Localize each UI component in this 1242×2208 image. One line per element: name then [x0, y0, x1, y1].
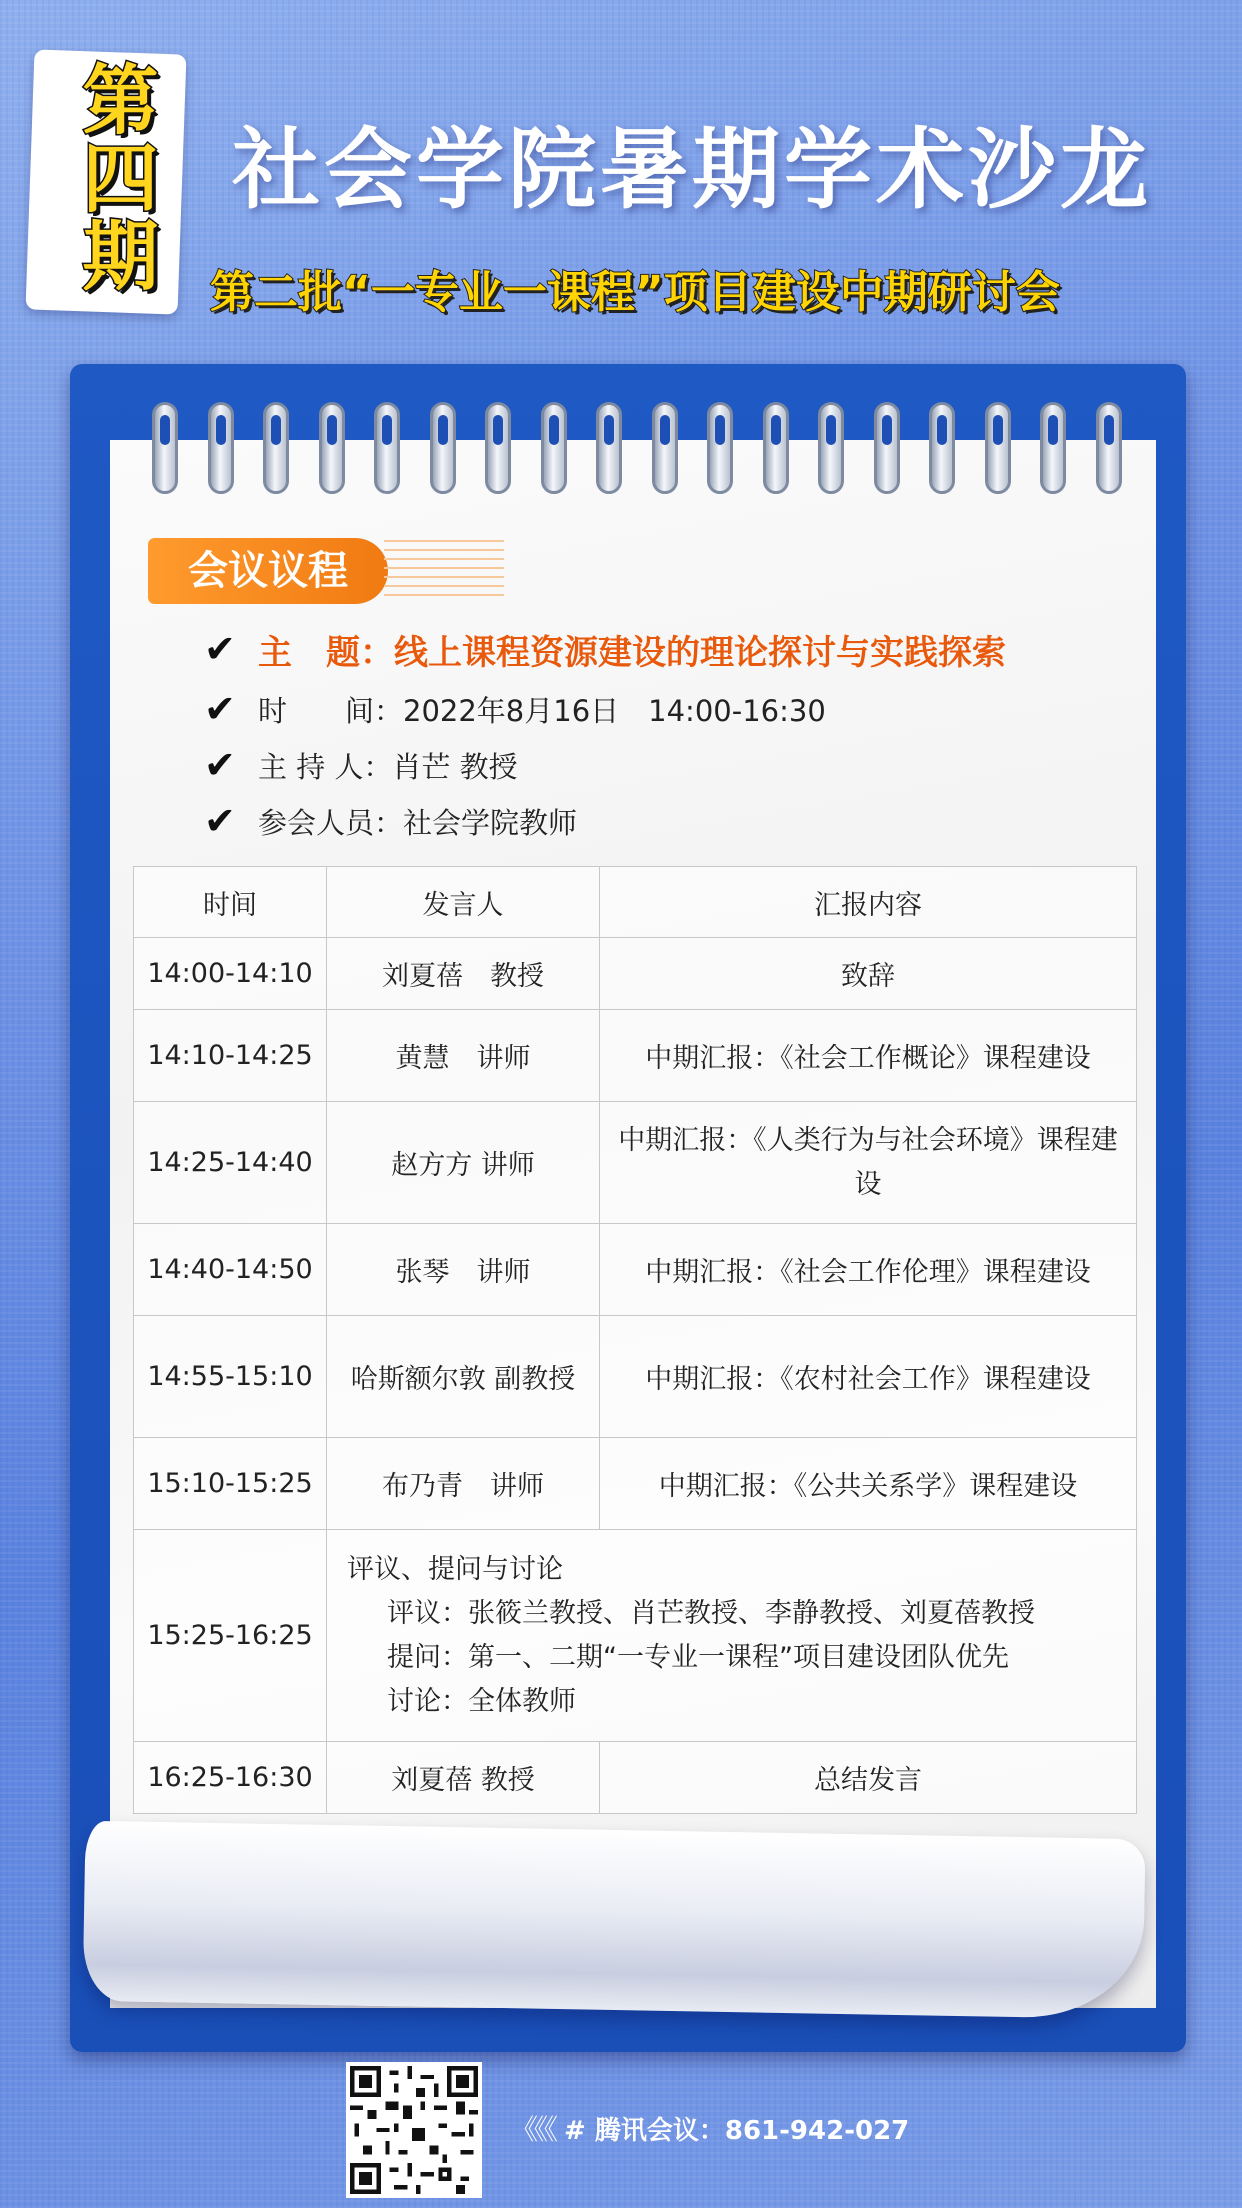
table-row: [134, 1316, 1137, 1438]
header-content: 汇报内容: [600, 867, 1137, 938]
row-speaker: 赵方方 讲师: [327, 1102, 600, 1224]
row-time: 16:25-16:30: [134, 1742, 327, 1814]
row-content: 中期汇报：《社会工作伦理》课程建设: [600, 1224, 1137, 1316]
header-time: 时间: [134, 867, 327, 938]
agenda-section-label: 会议议程: [148, 538, 388, 604]
binder-ring-icon: [707, 402, 733, 494]
info-host: [204, 740, 518, 790]
table-row: [134, 1224, 1137, 1316]
row-time: 14:10-14:25: [134, 1010, 327, 1102]
discussion-discuss: 讨论：全体教师: [387, 1685, 576, 1717]
row-time: 14:25-14:40: [134, 1102, 327, 1224]
binder-ring-icon: [818, 402, 844, 494]
table-row: [134, 938, 1137, 1010]
binder-ring-icon: [374, 402, 400, 494]
row-speaker: 布乃青 讲师: [327, 1438, 600, 1530]
binder-ring-icon: [874, 402, 900, 494]
row-time: 14:40-14:50: [134, 1224, 327, 1316]
row-content: 中期汇报：《公共关系学》课程建设: [600, 1438, 1137, 1530]
binder-rings: [152, 402, 1122, 502]
info-time: [204, 684, 826, 734]
row-content: 中期汇报：《农村社会工作》课程建设: [600, 1316, 1137, 1438]
row-content: 中期汇报：《人类行为与社会环境》课程建设: [600, 1102, 1137, 1224]
table-row: [134, 1438, 1137, 1530]
discussion-review: 评议：张筱兰教授、肖芒教授、李静教授、刘夏蓓教授: [387, 1597, 1035, 1629]
binder-ring-icon: [152, 402, 178, 494]
theme-text: 主 题：线上课程资源建设的理论探讨与实践探索: [258, 632, 1006, 673]
row-content: 中期汇报：《社会工作概论》课程建设: [600, 1010, 1137, 1102]
meeting-id-text[interactable]: # 腾讯会议：861-942-027: [564, 2115, 910, 2146]
row-content: 致辞: [600, 938, 1137, 1010]
binder-ring-icon: [319, 402, 345, 494]
row-speaker: 黄慧 讲师: [327, 1010, 600, 1102]
binder-ring-icon: [596, 402, 622, 494]
attendees-text: 参会人员：社会学院教师: [258, 805, 578, 840]
row-speaker: 刘夏蓓 教授: [327, 938, 600, 1010]
binder-ring-icon: [763, 402, 789, 494]
page-subtitle: 第二批“一专业一课程”项目建设中期研讨会: [210, 267, 1060, 318]
table-row: [134, 1010, 1137, 1102]
binder-ring-icon: [1040, 402, 1066, 494]
check-icon: ✔: [204, 743, 236, 787]
check-icon: ✔: [204, 627, 236, 671]
binder-ring-icon: [485, 402, 511, 494]
row-time: 15:10-15:25: [134, 1438, 327, 1530]
table-row: [134, 1742, 1137, 1814]
host-text: 主 持 人：肖芒 教授: [258, 749, 518, 784]
info-theme: [204, 624, 1006, 674]
issue-number: 第四期: [70, 60, 159, 294]
qr-code-icon[interactable]: [346, 2062, 482, 2198]
binder-ring-icon: [652, 402, 678, 494]
row-time: 14:00-14:10: [134, 938, 327, 1010]
table-row-discussion: [134, 1530, 1137, 1742]
check-icon: ✔: [204, 799, 236, 843]
agenda-decor-lines: [384, 540, 504, 602]
check-icon: ✔: [204, 687, 236, 731]
table-row: [134, 1102, 1137, 1224]
chevron-left-icon: 《《《: [510, 2113, 555, 2146]
header-speaker: 发言人: [327, 867, 600, 938]
binder-ring-icon: [541, 402, 567, 494]
page-title: 社会学院暑期学术沙龙: [232, 118, 1153, 221]
binder-ring-icon: [430, 402, 456, 494]
binder-ring-icon: [263, 402, 289, 494]
row-speaker: 哈斯额尔敦 副教授: [327, 1316, 600, 1438]
agenda-table: [133, 866, 1137, 1814]
binder-ring-icon: [985, 402, 1011, 494]
time-text: 时 间：2022年8月16日 14:00-16:30: [258, 693, 826, 728]
binder-ring-icon: [1096, 402, 1122, 494]
row-time: 15:25-16:25: [134, 1530, 327, 1742]
discussion-question: 提问：第一、二期“一专业一课程”项目建设团队优先: [387, 1641, 1009, 1673]
qr-code-graphic: [350, 2066, 478, 2194]
row-time: 14:55-15:10: [134, 1316, 327, 1438]
table-header-row: [134, 867, 1137, 938]
discussion-cell: [327, 1530, 1137, 1742]
page-curl: [83, 1821, 1146, 2019]
binder-ring-icon: [929, 402, 955, 494]
meeting-info: [510, 2108, 909, 2148]
row-content: 总结发言: [600, 1742, 1137, 1814]
row-speaker: 刘夏蓓 教授: [327, 1742, 600, 1814]
row-speaker: 张琴 讲师: [327, 1224, 600, 1316]
binder-ring-icon: [208, 402, 234, 494]
discussion-title: 评议、提问与讨论: [347, 1553, 563, 1585]
info-attendees: [204, 796, 577, 846]
